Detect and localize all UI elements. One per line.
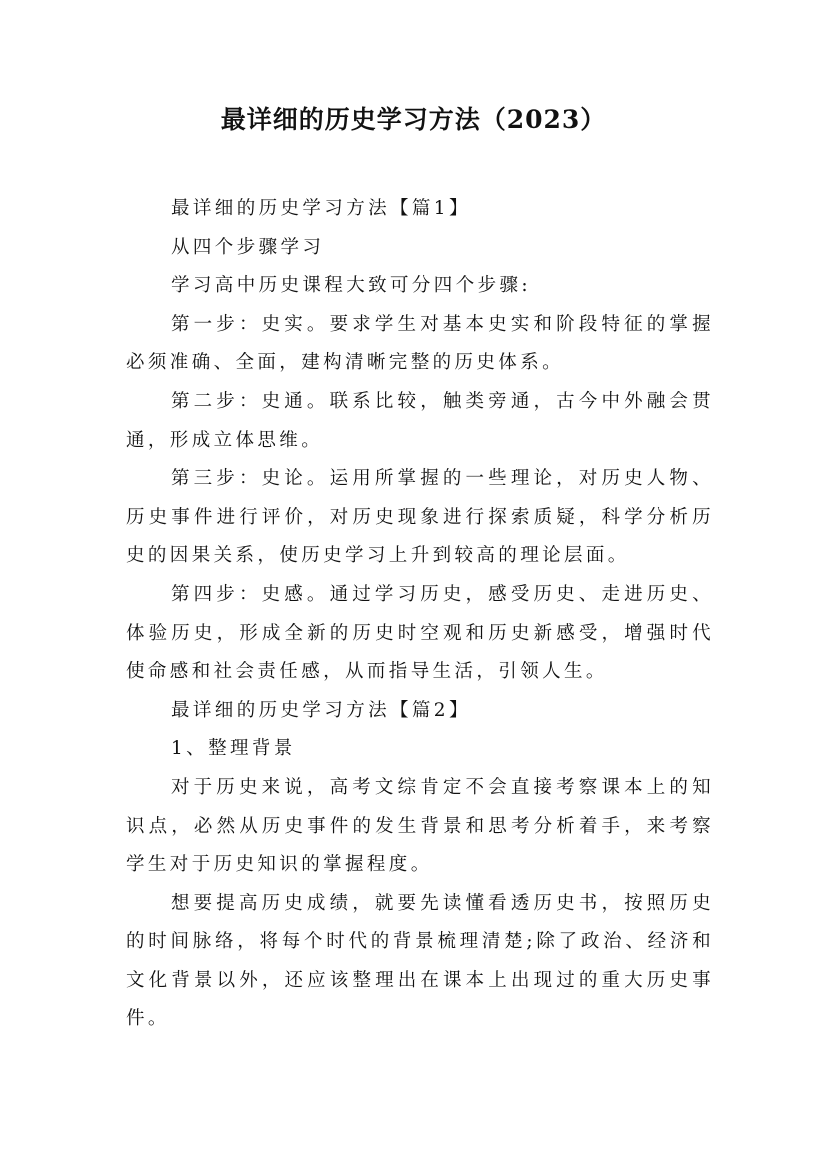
- paragraph-step-1: 第一步：史实。要求学生对基本史实和阶段特征的掌握必须准确、全面，建构清晰完整的历史体系。: [126, 313, 714, 374]
- paragraph-step-4: 第四步：史感。通过学习历史，感受历史、走进历史、体验历史，形成全新的历史时空观和历史新感受，增强时代使命感和社会责任感，从而指导生活，引领人生。: [126, 583, 714, 683]
- subheading-four-steps: 从四个步骤学习: [171, 236, 325, 258]
- document-title: 最详细的历史学习方法（2023）: [220, 105, 607, 134]
- paragraph: 对于历史来说，高考文综肯定不会直接考察课本上的知识点，必然从历史事件的发生背景和思考分析着手，来考察学生对于历史知识的掌握程度。: [126, 776, 714, 876]
- paragraph-step-2: 第二步：史通。联系比较，触类旁通，古今中外融会贯通，形成立体思维。: [126, 390, 714, 451]
- subheading-background: 1、整理背景: [171, 738, 296, 760]
- section-heading-1: 最详细的历史学习方法【篇1】: [171, 198, 471, 219]
- paragraph-step-3: 第三步：史论。运用所掌握的一些理论，对历史人物、历史事件进行评价，对历史现象进行探索质疑，科学分析历史的因果关系，使历史学习上升到较高的理论层面。: [126, 468, 714, 567]
- document-body: [126, 190, 714, 1039]
- paragraph: 想要提高历史成绩，就要先读懂看透历史书，按照历史的时间脉络，将每个时代的背景梳理清楚;除了政治、经济和文化背景以外，还应该整理出在课本上出现过的重大历史事件。: [126, 892, 714, 1030]
- paragraph: 学习高中历史课程大致可分四个步骤:: [171, 275, 532, 297]
- section-heading-2: 最详细的历史学习方法【篇2】: [171, 699, 471, 721]
